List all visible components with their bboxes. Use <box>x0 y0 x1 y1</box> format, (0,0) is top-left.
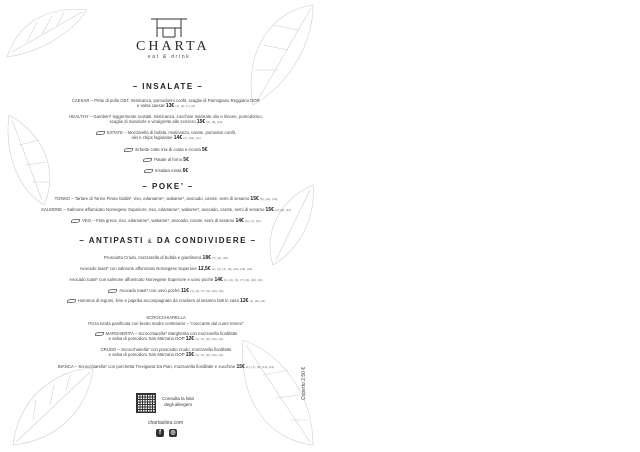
menu-item-price: 5€ <box>202 147 208 153</box>
allergen-info-line: Consulta la lista <box>162 396 194 401</box>
menu-item-desc: olio e chips fagiolame <box>131 135 173 140</box>
menu-item-price: 14€ <box>235 218 244 224</box>
allergen-codes: (1), (3), (7), (9) <box>175 104 196 108</box>
menu-item-desc: CAESAR – Petto di pollo CBT, misticanza, pomodorini confit, scaglie di Parmigiano Reggiano DOP, <box>71 98 261 103</box>
menu-item-desc: SALMONE – Salmone affumicato Norvegese Superiore, riso, edamame*, wakame*, avocado, carote, semi di sesamo <box>41 207 265 212</box>
allergen-codes: (1), (3), (4), (7), (9), (10), (11) <box>224 278 263 282</box>
menu-item-price: 15€ <box>250 196 259 202</box>
menu-item-price: 12,5€ <box>198 266 211 272</box>
menu-item-desc: Avocado toast* con salmone affumicato Norvegese Superiore e uovo pochè <box>69 277 214 282</box>
menu-item-desc: CRUDO – Scrocchiarella* con prosciutto crudo, mozzarella fiordilatte <box>100 347 232 352</box>
vegetarian-leaf-icon <box>95 332 104 336</box>
allergen-codes: (1), (7), (9), (10), (11) <box>195 337 224 341</box>
menu-item-margherita <box>16 331 316 342</box>
menu-item-price: 5€ <box>183 157 189 163</box>
menu-item-desc: ESTATE – Mozzarella di bufala, misticanza, carote, pomodori confit, <box>106 130 237 135</box>
instagram-icon[interactable]: ◎ <box>170 430 176 436</box>
charta-logo <box>136 18 210 66</box>
facebook-icon[interactable]: f <box>156 429 164 437</box>
vegetarian-leaf-icon <box>96 131 105 135</box>
allergen-info <box>162 396 194 407</box>
menu-item-poke-tonno <box>16 196 316 202</box>
menu-item-prosciutto-crudo <box>16 255 316 261</box>
allergen-codes: (1), (4), (7), (9), (10), (11), (12) <box>211 267 253 271</box>
section-title-antipasti <box>68 236 268 245</box>
scrocchiarella-description: Pizza tonda panificata con lievito madre centenario – “croccante dal cuore tenero” <box>88 321 244 326</box>
menu-item-price: 18€ <box>202 255 211 261</box>
menu-item-desc: VEG – Feta greca, riso, edamame*, wakame*, avocado, carote, semi di sesamo <box>82 218 235 223</box>
vegetarian-leaf-icon <box>124 148 133 152</box>
menu-item-avocado-toast-uovo <box>16 288 316 294</box>
menu-item-desc: Insalata mista <box>154 168 182 173</box>
allergen-codes: (1), (3), (7), (9), (10), (11) <box>190 289 224 293</box>
menu-item-price: 15€ <box>185 352 195 358</box>
section-title-part: DA CONDIVIDERE – <box>156 236 257 245</box>
menu-item-price: 6€ <box>182 168 189 174</box>
leaf-decoration-bottom-left-icon <box>8 360 98 450</box>
menu-item-healthy <box>16 114 316 125</box>
allergen-codes: (4), (6), (11) <box>275 208 291 212</box>
vegetarian-leaf-icon <box>71 219 80 223</box>
menu-item-desc: HEALTHY – Gamberi* leggermente scottati, misticanza, zucchine marinate olio e limone, pomodorino, <box>69 114 263 119</box>
menu-item-desc: Patate al forno <box>154 157 183 162</box>
leaf-decoration-top-right-icon <box>233 0 318 110</box>
allergen-qr-code[interactable] <box>136 393 156 413</box>
menu-item-caesar <box>16 98 316 109</box>
menu-item-desc: e salsa di pomodoro San Marzano DOP <box>108 336 185 341</box>
vegetarian-leaf-icon <box>143 158 152 162</box>
menu-item-avocado-toast-salmone <box>16 266 316 272</box>
menu-item-avocado-toast-salmone-uovo <box>16 277 316 283</box>
allergen-codes: (1), (7), (9), (10), (11) <box>246 365 275 369</box>
menu-item-insalata-mista <box>16 168 316 174</box>
allergen-codes: (6), (7), (11) <box>245 219 261 223</box>
menu-item-desc: Erbette cotte mix di costa e cicoria <box>135 147 201 152</box>
menu-item-patate <box>16 157 316 163</box>
menu-sheet <box>8 0 318 452</box>
menu-item-bianca <box>16 364 316 370</box>
menu-item-hummus <box>16 298 316 304</box>
brand-name: CHARTA <box>136 39 210 54</box>
menu-item-price: 12€ <box>185 336 195 342</box>
menu-item-erbette <box>16 147 316 153</box>
section-title-poke: – POKE’ – <box>142 182 194 191</box>
allergen-codes: (7), (10), (11) <box>183 136 201 140</box>
allergen-info-line: degli allergeni <box>164 401 192 407</box>
leaf-decoration-top-left-icon <box>2 2 92 62</box>
allergen-codes: (2), (8), (10) <box>206 120 223 124</box>
menu-item-desc: e salsa di pomodoro San Marzano DOP <box>108 352 185 357</box>
menu-item-desc: BIANCA – Scrocchiarella* con porchetta Trevigiana Da Pian, mozzarella fiordilatte e zucchine <box>57 364 236 369</box>
menu-item-price: 15€ <box>265 207 274 213</box>
menu-item-desc: e salsa caesar <box>136 103 165 108</box>
allergen-codes: (7), (9), (10) <box>212 256 229 260</box>
allergen-codes: (6), (11), (14) <box>259 197 278 201</box>
menu-item-desc: Avocado toast* con salmone affumicato Norvegese Superiore <box>79 266 197 271</box>
menu-item-poke-veg <box>16 218 316 224</box>
menu-item-price: 14€ <box>173 135 183 141</box>
charta-logo-mark-icon <box>149 18 189 38</box>
menu-item-price: 12€ <box>240 298 249 304</box>
menu-item-crudo-pizza <box>16 347 316 358</box>
website-link[interactable]: chartasilea.com <box>148 420 184 426</box>
allergen-codes: (1), (8), (11) <box>249 299 266 303</box>
menu-item-price: 15€ <box>196 119 206 125</box>
menu-item-price: 13€ <box>165 103 175 109</box>
menu-item-desc: TONNO – Tartare di Tonno Pinna Gialla*, riso, edamame*, wakame*, avocado, carote, semi di sesamo <box>54 196 250 201</box>
menu-item-desc: Hummus di legumi, lime e paprika accompagnato da crackers al sesamo fatti in casa <box>77 298 239 303</box>
menu-item-price: 11€ <box>180 288 189 294</box>
menu-item-price: 15€ <box>236 364 245 370</box>
vegetarian-leaf-icon <box>67 299 76 303</box>
menu-item-desc: Avocado toast* con uovo pochè <box>119 288 180 293</box>
vegetarian-leaf-icon <box>108 289 117 293</box>
section-title-insalate: – INSALATE – <box>132 82 204 91</box>
allergen-codes: (1), (7), (9), (10), (11) <box>195 353 224 357</box>
section-title-ampersand: & <box>147 239 154 245</box>
brand-tagline: eat & drink <box>147 54 191 60</box>
cover-charge: Coperto 2,50 € <box>301 366 307 400</box>
menu-item-desc: MARGHERITA – Scrocchiarella* Margherita con mozzarella fiordilatte <box>105 331 238 336</box>
menu-item-estate <box>16 130 316 141</box>
vegetarian-leaf-icon <box>144 169 153 173</box>
menu-item-price: 14€ <box>214 277 223 283</box>
scrocchiarella-title: SCROCCHIARELLA <box>146 315 186 320</box>
menu-item-desc: scaglie di mandorle e vinaigrette alle zenzero <box>109 119 196 124</box>
section-title-part: – ANTIPASTI <box>79 236 144 245</box>
menu-item-poke-salmone <box>16 207 316 213</box>
menu-item-desc: Prosciutto Crudo, mozzarella di bufala e giardiniera <box>103 255 202 260</box>
